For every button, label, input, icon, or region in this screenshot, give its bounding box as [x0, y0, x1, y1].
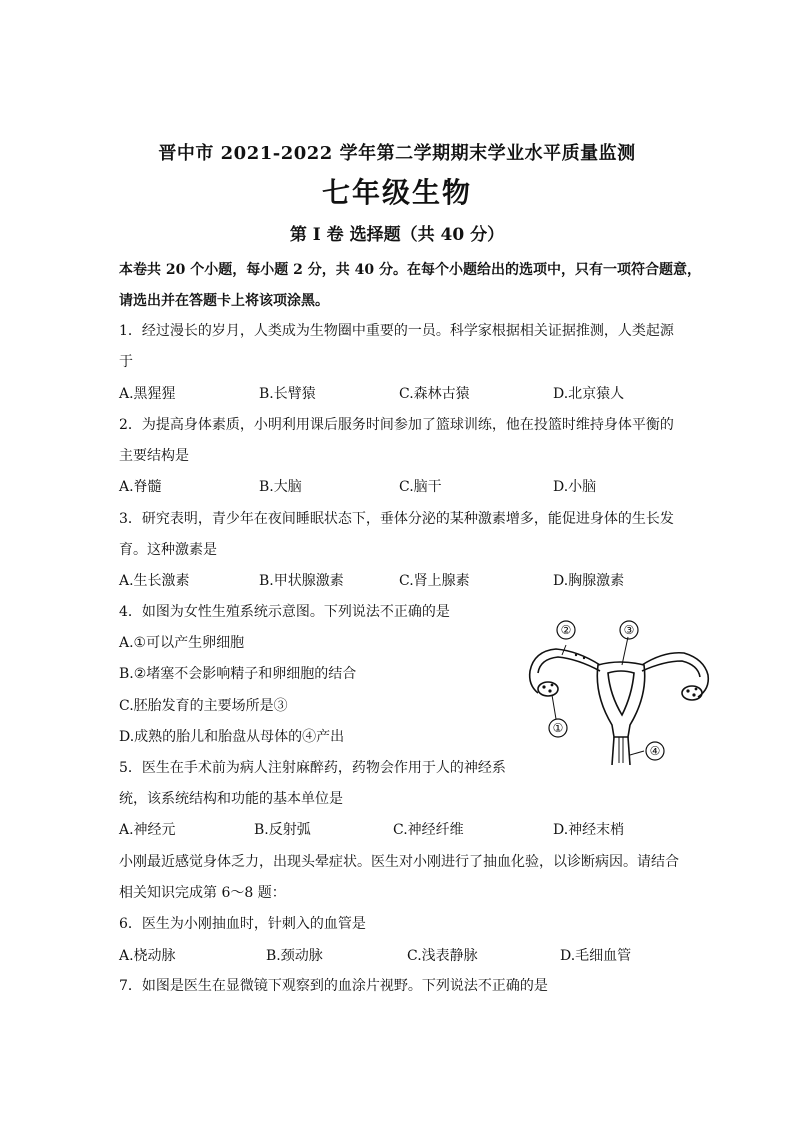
q2-option-c: C.脑干	[399, 479, 442, 495]
q1-option-b: B.长臂猿	[259, 386, 316, 402]
q3-stem-line-1: 3．研究表明，青少年在夜间睡眠状态下，垂体分泌的某种激素增多，能促进身体的生长发	[119, 511, 674, 527]
q1-stem-line-1: 1．经过漫长的岁月，人类成为生物圈中重要的一员。科学家根据相关证据推测，人类起源	[119, 323, 674, 339]
q6-option-a: A.桡动脉	[119, 948, 176, 964]
q5-stem-line-1: 5．医生在手术前为病人注射麻醉药，药物会作用于人的神经系	[119, 760, 506, 776]
subject-title: 七年级生物	[321, 176, 472, 209]
q2-stem-line-1: 2．为提高身体素质，小明利用课后服务时间参加了篮球训练，他在投篮时维持身体平衡的	[119, 417, 674, 433]
q4-option-b: B.②堵塞不会影响精子和卵细胞的结合	[119, 666, 357, 682]
q1-stem-line-2: 于	[119, 354, 133, 370]
q1-option-a: A.黑猩猩	[119, 386, 176, 402]
q5-option-a: A.神经元	[119, 822, 176, 838]
q4-option-a: A.①可以产生卵细胞	[119, 635, 245, 651]
instructions-line-1: 本卷共 20 个小题，每小题 2 分，共 40 分。在每个小题给出的选项中，只有一项符合题意，	[119, 262, 701, 278]
q2-stem-line-2: 主要结构是	[119, 448, 189, 464]
label-2: ②	[560, 623, 572, 637]
q5-option-b: B.反射弧	[254, 822, 311, 838]
q7-stem: 7．如图是医生在显微镜下观察到的血涂片视野。下列说法不正确的是	[119, 978, 548, 994]
label-1: ①	[552, 721, 564, 735]
q4-option-d: D.成熟的胎儿和胎盘从母体的④产出	[119, 729, 345, 745]
q2-option-a: A.脊髓	[119, 479, 162, 495]
label-4: ④	[649, 744, 661, 758]
context-line-2: 相关知识完成第 6～8 题：	[119, 885, 286, 901]
context-line-1: 小刚最近感觉身体乏力，出现头晕症状。医生对小刚进行了抽血化验，以诊断病因。请结合	[119, 854, 679, 870]
q5-option-d: D.神经末梢	[553, 822, 625, 838]
q3-stem-line-2: 育。这种激素是	[119, 542, 217, 558]
q5-stem-line-2: 统，该系统结构和功能的基本单位是	[119, 791, 343, 807]
q2-option-d: D.小脑	[553, 479, 597, 495]
female-reproductive-system-figure	[518, 615, 718, 775]
q6-option-d: D.毛细血管	[560, 948, 632, 964]
q3-option-b: B.甲状腺激素	[259, 573, 344, 589]
q1-option-d: D.北京猿人	[553, 386, 625, 402]
q4-stem: 4．如图为女性生殖系统示意图。下列说法不正确的是	[119, 604, 450, 620]
q1-option-c: C.森林古猿	[399, 386, 470, 402]
section-title: 第 I 卷 选择题（共 40 分）	[289, 225, 505, 245]
q3-option-c: C.肾上腺素	[399, 573, 470, 589]
instructions-line-2: 请选出并在答题卡上将该项涂黑。	[119, 293, 329, 309]
exam-title: 晋中市 2021-2022 学年第二学期期末学业水平质量监测	[158, 143, 636, 164]
q5-option-c: C.神经纤维	[393, 822, 464, 838]
q6-option-c: C.浅表静脉	[407, 948, 478, 964]
q6-option-b: B.颈动脉	[266, 948, 323, 964]
q2-option-b: B.大脑	[259, 479, 302, 495]
q4-option-c: C.胚胎发育的主要场所是③	[119, 698, 288, 714]
label-3: ③	[623, 623, 635, 637]
q3-option-d: D.胸腺激素	[553, 573, 625, 589]
q6-stem: 6．医生为小刚抽血时，针刺入的血管是	[119, 916, 366, 932]
q3-option-a: A.生长激素	[119, 573, 190, 589]
